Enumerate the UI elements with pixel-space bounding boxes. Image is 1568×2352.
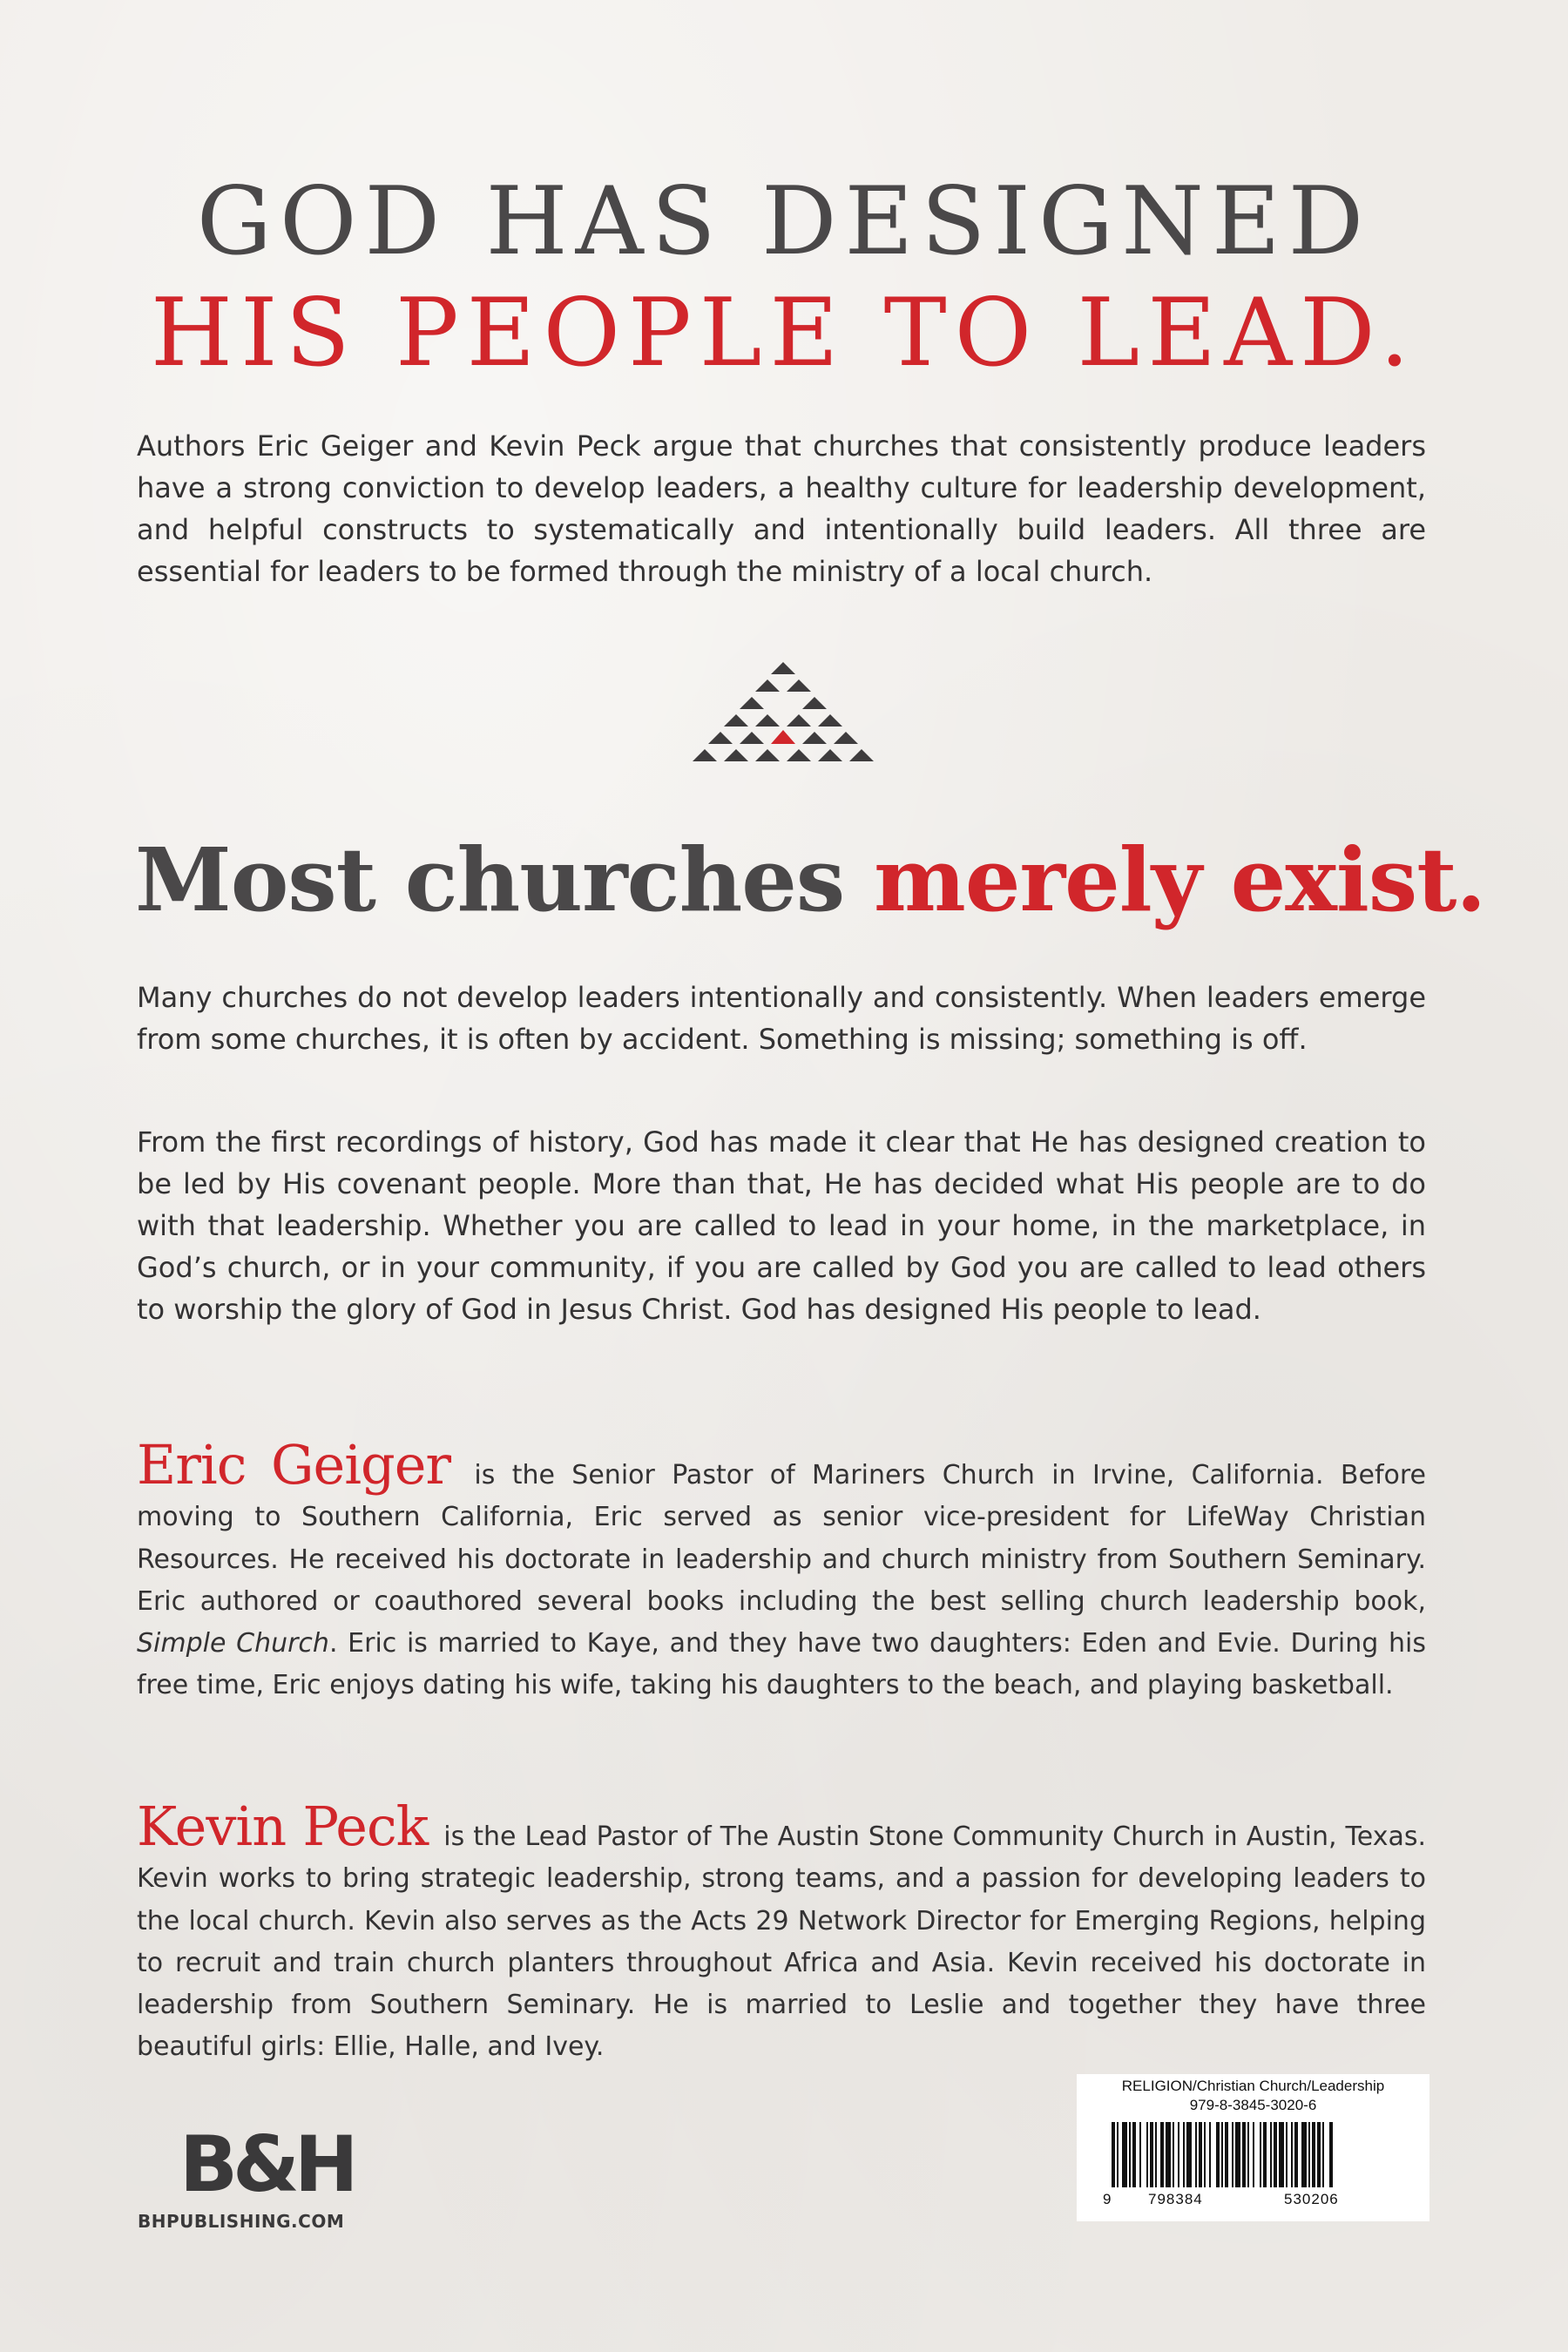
barcode-bar bbox=[1253, 2122, 1254, 2187]
headline-line-2: HIS PEOPLE TO LEAD. bbox=[150, 279, 1418, 388]
barcode-panel bbox=[1077, 2074, 1429, 2221]
barcode-bar bbox=[1263, 2122, 1267, 2187]
barcode-bar bbox=[1117, 2122, 1119, 2187]
barcode-bar bbox=[1247, 2122, 1249, 2187]
pyramid-triangle bbox=[818, 714, 842, 727]
pyramid-triangle bbox=[740, 697, 764, 709]
pyramid-triangle bbox=[787, 679, 811, 692]
author-bio-kevin-text: is the Lead Pastor of The Austin Stone Community Church in Austin, Texas. Kevin works to bring strategic leadership, strong teams, and a passion for developing leaders to the local church. Kevin also serves as the Acts 29 Network Director for Emerging Regions, helping to recruit and train church planters throughout Africa and Asia. Kevin received his doctorate in leadership from Southern Seminary. He is married to Leslie and together they have three beautiful girls: Ellie, Halle, and Ivey. bbox=[137, 1821, 1426, 2063]
barcode-bar bbox=[1178, 2122, 1179, 2187]
paragraph-first-recordings: From the first recordings of history, God has made it clear that He has designed creation to be led by His covenant people. More than that, He has decided what His people are to do with that leadership. Whether you are called to lead in your home, in the marketplace, in God’s church, or in your community, if you are called by God you are called to lead others to worship the glory of God in Jesus Christ. God has designed His people to lead. bbox=[137, 1125, 1426, 1326]
barcode-bar bbox=[1242, 2122, 1246, 2187]
barcode-bar bbox=[1183, 2122, 1185, 2187]
author-name-kevin: Kevin Peck bbox=[137, 1794, 429, 1858]
pyramid-triangle bbox=[755, 714, 780, 727]
barcode-bar bbox=[1279, 2122, 1284, 2187]
pyramid-triangle bbox=[787, 749, 811, 761]
barcode-bar bbox=[1301, 2122, 1307, 2187]
barcode-bar bbox=[1150, 2122, 1153, 2187]
subheading bbox=[135, 828, 1485, 932]
barcode-bar bbox=[1132, 2122, 1136, 2187]
author-bio-eric-text-1: is the Senior Pastor of Mariners Church in Irvine, California. Before moving to Southern California, Eric served as senior vice-president for LifeWay Christian Resources. He received his doctorate in leadership and church ministry from Southern Seminary. Eric authored or coauthored several books including the best selling church leadership book, bbox=[137, 1460, 1426, 1617]
barcode-digits-left: 798384 bbox=[1148, 2191, 1203, 2207]
barcode-bar bbox=[1294, 2122, 1298, 2187]
pyramid-triangle bbox=[771, 662, 795, 674]
pyramid-triangle bbox=[802, 732, 827, 744]
barcode-bar bbox=[1204, 2122, 1206, 2187]
barcode-bar bbox=[1225, 2122, 1228, 2187]
author-bio-eric-text-2: . Eric is married to Kaye, and they have two daughters: Eden and Evie. During his free time, Eric enjoys dating his wife, taking his daughters to the beach, and playing basketball. bbox=[137, 1628, 1426, 1701]
pyramid-triangle bbox=[849, 749, 874, 761]
author-bio-kevin bbox=[137, 1794, 1426, 2069]
barcode-bar bbox=[1232, 2122, 1233, 2187]
barcode-bar bbox=[1221, 2122, 1223, 2187]
barcode-bar bbox=[1216, 2122, 1220, 2187]
barcode-bar bbox=[1199, 2122, 1202, 2187]
barcode-bar bbox=[1209, 2122, 1211, 2187]
barcode-bar bbox=[1166, 2122, 1171, 2187]
publisher-logo bbox=[138, 2119, 354, 2234]
pyramid-triangle bbox=[787, 714, 811, 727]
barcode-bar bbox=[1235, 2122, 1240, 2187]
barcode-isbn: 979-8-3845-3020-6 bbox=[1189, 2097, 1317, 2113]
barcode-bar bbox=[1139, 2122, 1141, 2187]
publisher-logo-mark: B&H bbox=[179, 2119, 354, 2209]
barcode-digits-right: 530206 bbox=[1284, 2191, 1339, 2207]
pyramid-triangle bbox=[834, 732, 858, 744]
barcode-bar bbox=[1291, 2122, 1293, 2187]
barcode-bar bbox=[1173, 2122, 1174, 2187]
author-bio-eric bbox=[137, 1433, 1426, 1707]
barcode-bar bbox=[1195, 2122, 1197, 2187]
barcode-bar bbox=[1186, 2122, 1192, 2187]
pyramid-triangle bbox=[724, 714, 748, 727]
pyramid-triangle bbox=[708, 732, 733, 744]
barcode-bar bbox=[1112, 2122, 1115, 2187]
barcode-bar bbox=[1129, 2122, 1131, 2187]
barcode-bar bbox=[1260, 2122, 1261, 2187]
barcode-bar bbox=[1122, 2122, 1127, 2187]
subheading-part-2-red: merely exist. bbox=[874, 828, 1486, 931]
pyramid-triangle bbox=[802, 697, 827, 709]
publisher-url: BHPUBLISHING.COM bbox=[138, 2211, 345, 2232]
pyramid-red-triangle bbox=[771, 730, 795, 744]
pyramid-triangle bbox=[818, 749, 842, 761]
barcode-bar bbox=[1329, 2122, 1333, 2187]
paragraph-many-churches: Many churches do not develop leaders intentionally and consistently. When leaders emerge from some churches, it is often by accident. Something is missing; something is off. bbox=[137, 981, 1426, 1056]
author-name-eric: Eric Geiger bbox=[137, 1433, 451, 1497]
barcode-bar bbox=[1155, 2122, 1157, 2187]
pyramid-triangles-icon bbox=[673, 662, 893, 793]
barcode-category: RELIGION/Christian Church/Leadership bbox=[1121, 2078, 1385, 2094]
barcode-bar bbox=[1312, 2122, 1315, 2187]
book-title-simple-church: Simple Church bbox=[137, 1628, 329, 1659]
pyramid-triangle bbox=[755, 679, 780, 692]
barcode-bar bbox=[1274, 2122, 1277, 2187]
pyramid-triangle bbox=[755, 749, 780, 761]
intro-paragraph: Authors Eric Geiger and Kevin Peck argue that churches that consistently produce leaders have a strong conviction to develop leaders, a healthy culture for leadership development, and helpful constructs to systematically and intentionally build leaders. All three are essential for leaders to be formed through the ministry of a local church. bbox=[137, 429, 1426, 588]
barcode-bars bbox=[1112, 2122, 1395, 2187]
barcode-bar bbox=[1322, 2122, 1324, 2187]
pyramid-triangle bbox=[740, 732, 764, 744]
barcode-bar bbox=[1270, 2122, 1272, 2187]
barcode-bar bbox=[1317, 2122, 1321, 2187]
barcode-bar bbox=[1146, 2122, 1148, 2187]
barcode-bar bbox=[1160, 2122, 1164, 2187]
pyramid-triangle bbox=[693, 749, 717, 761]
barcode-bar bbox=[1308, 2122, 1310, 2187]
barcode-bar bbox=[1286, 2122, 1288, 2187]
barcode-digit-lead: 9 bbox=[1103, 2191, 1112, 2207]
subheading-part-1: Most churches bbox=[135, 828, 875, 931]
pyramid-triangle bbox=[724, 749, 748, 761]
headline-line-1: GOD HAS DESIGNED bbox=[196, 167, 1372, 276]
